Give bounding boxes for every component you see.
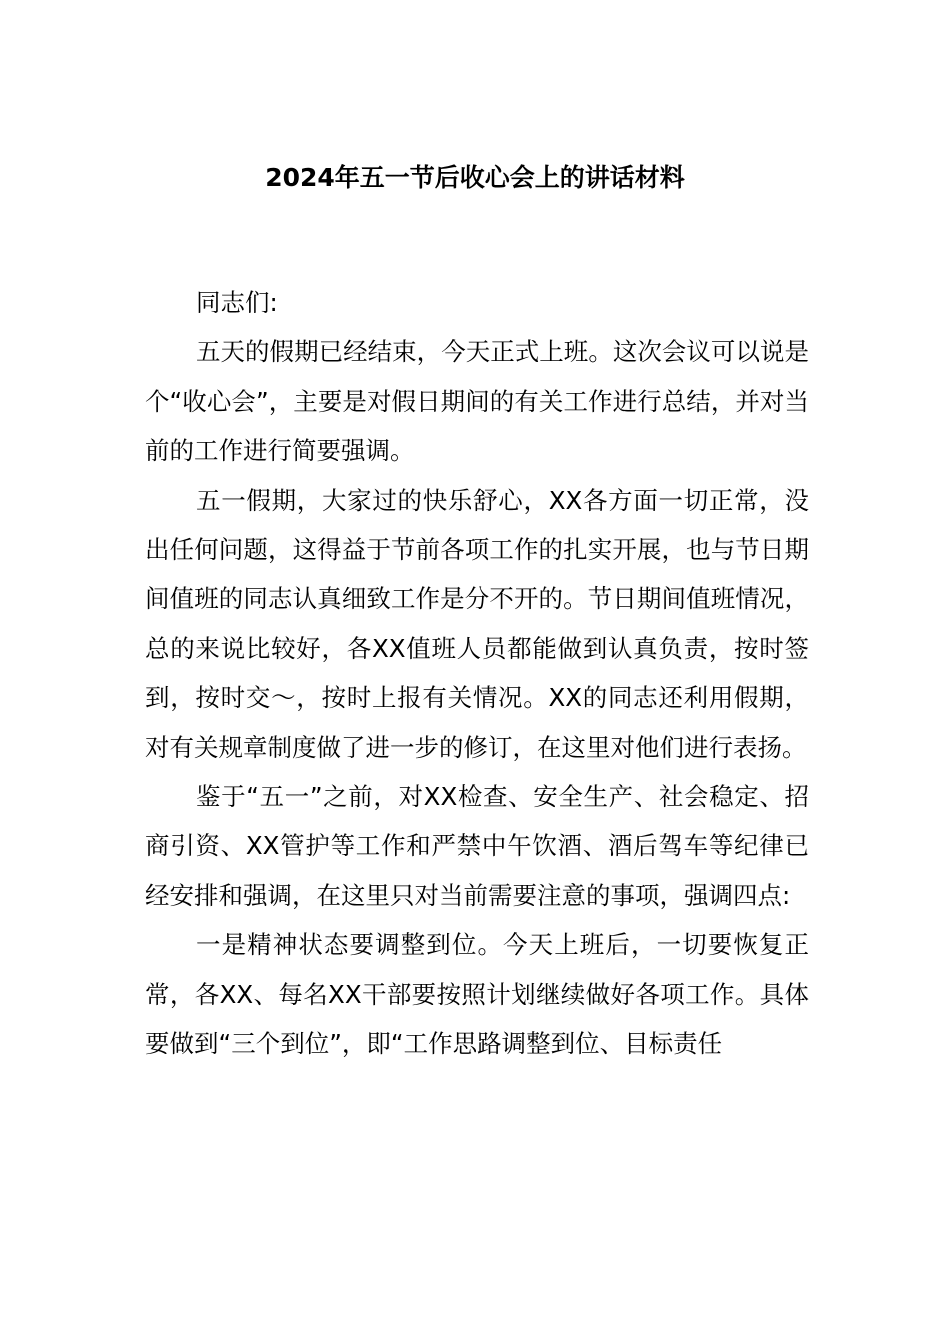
document-body — [145, 278, 809, 1069]
body-paragraph: 五一假期，大家过的快乐舒心，XX各方面一切正常，没出任何问题，这得益于节前各项工作的扎实开展，也与节日期间值班的同志认真细致工作是分不开的。节日期间值班情况，总的来说比较好，各XX值班人员都能做到认真负责，按时签到，按时交～，按时上报有关情况。XX的同志还利用假期，对有关规章制度做了进一步的修订，在这里对他们进行表扬。 — [145, 485, 809, 762]
salutation-paragraph: 同志们: — [196, 288, 278, 317]
document-title: 2024年五一节后收心会上的讲话材料 — [265, 163, 685, 192]
body-paragraph: 鉴于“五一”之前，对XX检查、安全生产、社会稳定、招商引资、XX管护等工作和严禁中午饮酒、酒后驾车等纪律已经安排和强调，在这里只对当前需要注意的事项，强调四点: — [145, 782, 809, 910]
body-paragraph: 五天的假期已经结束，今天正式上班。这次会议可以说是个“收心会”，主要是对假日期间的有关工作进行总结，并对当前的工作进行简要强调。 — [145, 337, 809, 466]
body-paragraph: 一是精神状态要调整到位。今天上班后，一切要恢复正常，各XX、每名XX干部要按照计划继续做好各项工作。具体要做到“三个到位”，即“工作思路调整到位、目标责任 — [145, 930, 809, 1059]
